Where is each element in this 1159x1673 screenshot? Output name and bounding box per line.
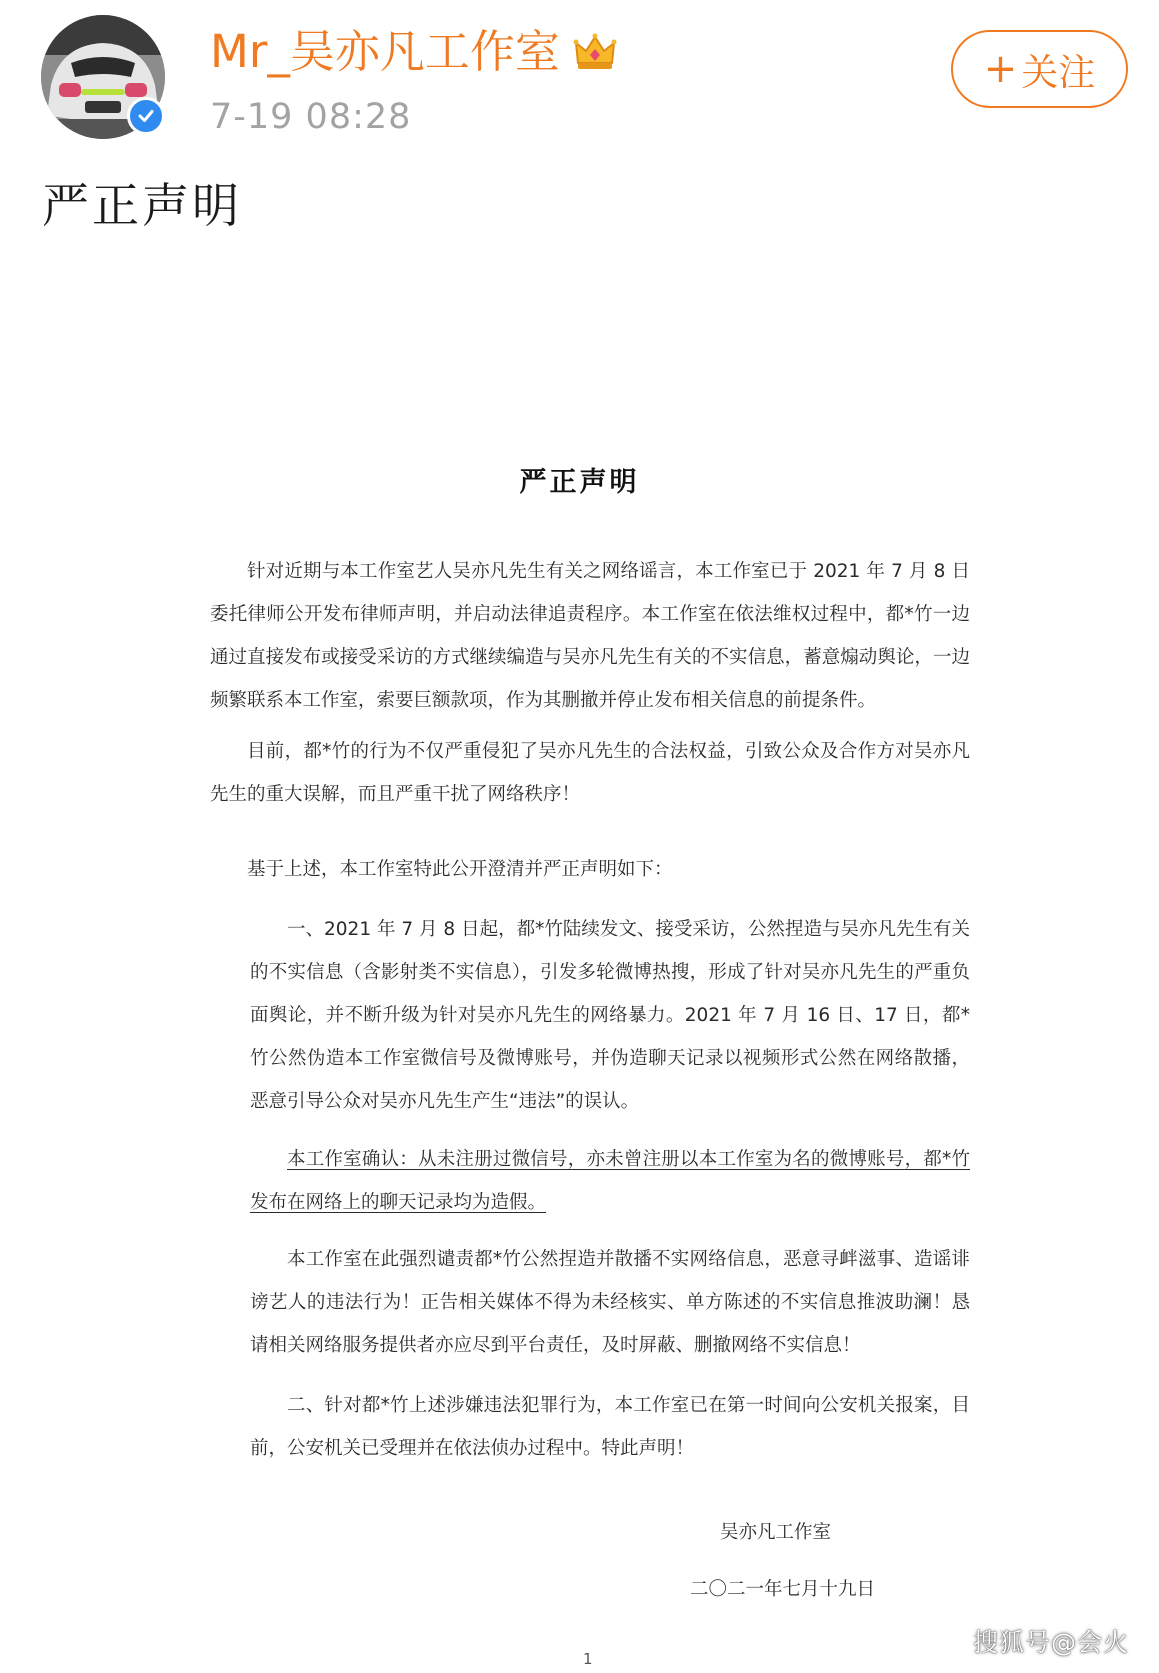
document-signature: 吴亦凡工作室 <box>720 1522 832 1543</box>
document-date: 二〇二一年七月十九日 <box>690 1579 876 1600</box>
document-paragraph: 本工作室在此强烈谴责都*竹公然捏造并散播不实网络信息，恶意寻衅滋事、造谣诽谤艺人的违法行为！正告相关媒体不得为未经核实、单方陈述的不实信息推波助澜！恳请相关网络服务提供者亦应尽到平台责任，及时屏蔽、删撤网络不实信息！ <box>250 1249 970 1356</box>
plus-icon: + <box>983 46 1018 92</box>
follow-label: 关注 <box>1021 51 1096 94</box>
post-text: 严正声明 <box>42 179 242 234</box>
avatar[interactable] <box>41 15 165 139</box>
verified-check-icon <box>127 97 165 135</box>
statement-image[interactable] <box>0 300 1159 1673</box>
username[interactable] <box>210 22 618 82</box>
page-number: 1 <box>583 1650 593 1668</box>
document-title: 严正声明 <box>519 467 640 498</box>
crown-icon <box>572 29 618 75</box>
post-timestamp: 7-19 08:28 <box>210 97 412 137</box>
document-paragraph: 二、针对都*竹上述涉嫌违法犯罪行为，本工作室已在第一时间向公安机关报案，目前，公安机关已受理并在依法侦办过程中。特此声明！ <box>250 1395 970 1459</box>
document-paragraph-underlined: 本工作室确认：从未注册过微信号，亦未曾注册以本工作室为名的微博账号，都*竹发布在网络上的聊天记录均为造假。 <box>250 1149 970 1213</box>
watermark: 搜狐号@会火 <box>972 1628 1129 1657</box>
follow-button[interactable] <box>951 30 1128 108</box>
document-paragraph: 针对近期与本工作室艺人吴亦凡先生有关之网络谣言，本工作室已于 2021 年 7 月 8 日委托律师公开发布律师声明，并启动法律追责程序。本工作室在依法维权过程中，都*竹一边通过直接发布或接受采访的方式继续编造与吴亦凡先生有关的不实信息，蓄意煽动舆论，一边频繁联系本工作室，索要巨额款项，作为其删撤并停止发布相关信息的前提条件。 <box>210 561 970 711</box>
document-paragraph: 基于上述，本工作室特此公开澄清并严正声明如下： <box>247 859 673 880</box>
document-paragraph: 目前，都*竹的行为不仅严重侵犯了吴亦凡先生的合法权益，引致公众及合作方对吴亦凡先生的重大误解，而且严重干扰了网络秩序！ <box>210 741 970 805</box>
username-text[interactable]: Mr_吴亦凡工作室 <box>210 25 560 78</box>
document-paragraph: 一、2021 年 7 月 8 日起，都*竹陆续发文、接受采访，公然捏造与吴亦凡先生有关的不实信息（含影射类不实信息），引发多轮微博热搜，形成了针对吴亦凡先生的严重负面舆论，并不断升级为针对吴亦凡先生的网络暴力。2021 年 7 月 16 日、17 日，都*竹公然伪造本工作室微信号及微博账号，并伪造聊天记录以视频形式公然在网络散播，恶意引导公众对吴亦凡先生产生“违法”的误认。 <box>250 919 970 1112</box>
